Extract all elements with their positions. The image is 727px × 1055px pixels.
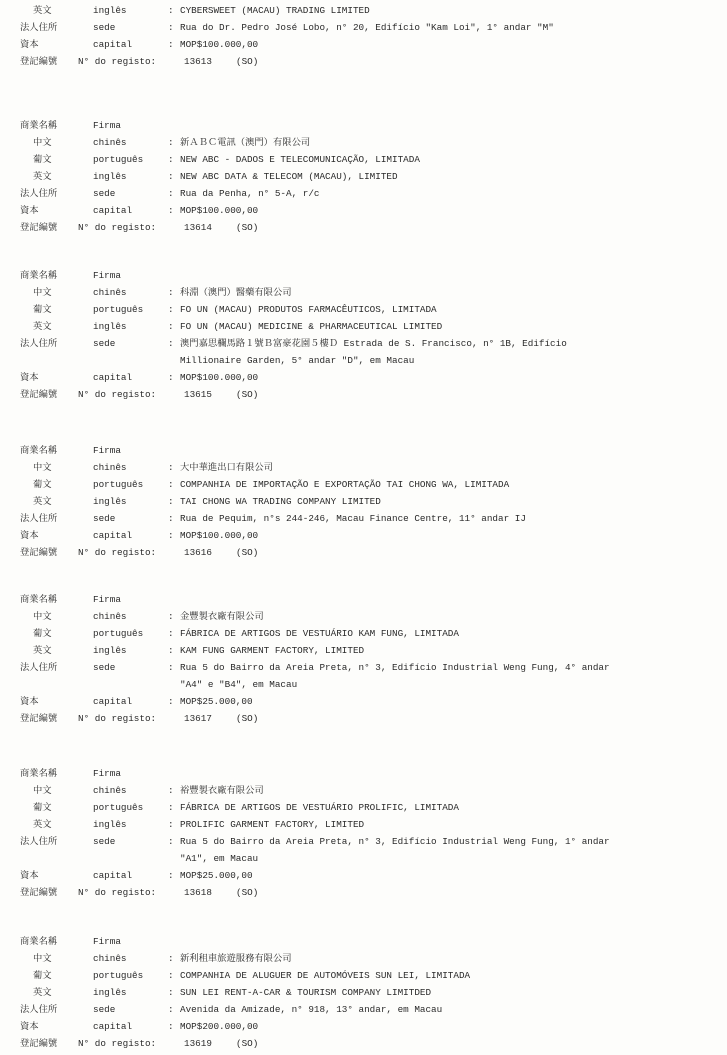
chines-colon: : xyxy=(168,785,174,796)
registo-number: 13613 xyxy=(184,56,212,67)
firma-header-row xyxy=(0,934,727,950)
portugues-colon: : xyxy=(168,479,174,490)
firma-header-row xyxy=(0,766,727,782)
sede-colon: : xyxy=(168,22,174,33)
sede-colon: : xyxy=(168,1004,174,1015)
sede-label-pt: sede xyxy=(93,22,116,33)
sede-colon: : xyxy=(168,338,174,349)
registo-label-pt: N° do registo: xyxy=(78,222,157,233)
capital-row xyxy=(0,37,727,53)
sede-continuation-row xyxy=(0,353,727,369)
registo-number: 13619 xyxy=(184,1038,212,1049)
firma-label-pt: Firma xyxy=(93,594,121,605)
capital-row xyxy=(0,868,727,884)
sede-row xyxy=(0,834,727,850)
firma-header-row xyxy=(0,592,727,608)
firma-label-zh: 商業名稱 xyxy=(20,768,58,779)
portugues-label-zh: 葡文 xyxy=(33,970,52,981)
sede-value: Rua 5 do Bairro da Areia Preta, n° 3, Edifício Industrial Weng Fung, 4° andar xyxy=(180,662,610,673)
ingles-colon: : xyxy=(168,496,174,507)
chines-row xyxy=(0,951,727,967)
chines-colon: : xyxy=(168,953,174,964)
portugues-value: FÁBRICA DE ARTIGOS DE VESTUÁRIO KAM FUNG, LIMITADA xyxy=(180,628,459,639)
capital-value: MOP$100.000,00 xyxy=(180,205,259,216)
registo-type: (SO) xyxy=(236,547,259,558)
firma-label-pt: Firma xyxy=(93,445,121,456)
chines-row xyxy=(0,460,727,476)
ingles-label-zh: 英文 xyxy=(33,5,52,16)
capital-row xyxy=(0,370,727,386)
sede-row xyxy=(0,1002,727,1018)
sede-label-zh: 法人住所 xyxy=(20,188,58,199)
sede-continuation-row xyxy=(0,851,727,867)
capital-label-zh: 資本 xyxy=(20,372,39,383)
ingles-value: SUN LEI RENT-A-CAR & TOURISM COMPANY LIMITDED xyxy=(180,987,432,998)
capital-value: MOP$100.000,00 xyxy=(180,372,259,383)
sede-row xyxy=(0,186,727,202)
sede-value: Rua do Dr. Pedro José Lobo, n° 20, Edifício "Kam Loi", 1° andar "M" xyxy=(180,22,554,33)
capital-colon: : xyxy=(168,39,174,50)
registo-row xyxy=(0,885,727,901)
capital-label-zh: 資本 xyxy=(20,205,39,216)
portugues-row xyxy=(0,800,727,816)
sede-row xyxy=(0,20,727,36)
ingles-label-zh: 英文 xyxy=(33,987,52,998)
registo-number: 13617 xyxy=(184,713,212,724)
chines-row xyxy=(0,135,727,151)
sede-colon: : xyxy=(168,188,174,199)
registo-number: 13615 xyxy=(184,389,212,400)
capital-value: MOP$100.000,00 xyxy=(180,39,259,50)
registo-row xyxy=(0,1036,727,1052)
chines-label-pt: chinês xyxy=(93,953,127,964)
ingles-label-zh: 英文 xyxy=(33,645,52,656)
sede-colon: : xyxy=(168,513,174,524)
chines-label-zh: 中文 xyxy=(33,785,52,796)
ingles-value: CYBERSWEET (MACAU) TRADING LIMITED xyxy=(180,5,370,16)
sede-label-pt: sede xyxy=(93,836,116,847)
ingles-label-pt: inglês xyxy=(93,496,127,507)
sede-row xyxy=(0,511,727,527)
ingles-value: TAI CHONG WA TRADING COMPANY LIMITED xyxy=(180,496,381,507)
portugues-label-pt: português xyxy=(93,479,144,490)
registo-row xyxy=(0,711,727,727)
firma-label-pt: Firma xyxy=(93,768,121,779)
registo-label-pt: N° do registo: xyxy=(78,1038,157,1049)
portugues-label-zh: 葡文 xyxy=(33,479,52,490)
registo-label-zh: 登記編號 xyxy=(20,222,58,233)
ingles-label-pt: inglês xyxy=(93,645,127,656)
ingles-colon: : xyxy=(168,5,174,16)
registo-number: 13616 xyxy=(184,547,212,558)
sede-label-zh: 法人住所 xyxy=(20,1004,58,1015)
ingles-row xyxy=(0,817,727,833)
firma-label-zh: 商業名稱 xyxy=(20,270,58,281)
capital-value: MOP$200.000,00 xyxy=(180,1021,259,1032)
ingles-label-pt: inglês xyxy=(93,819,127,830)
capital-label-pt: capital xyxy=(93,205,133,216)
chines-colon: : xyxy=(168,462,174,473)
capital-label-pt: capital xyxy=(93,372,133,383)
portugues-label-pt: português xyxy=(93,802,144,813)
chines-value: 新ＡＢＣ電訊（澳門）有限公司 xyxy=(180,137,311,148)
capital-colon: : xyxy=(168,530,174,541)
ingles-colon: : xyxy=(168,645,174,656)
capital-colon: : xyxy=(168,1021,174,1032)
ingles-label-pt: inglês xyxy=(93,321,127,332)
ingles-colon: : xyxy=(168,819,174,830)
sede-label-pt: sede xyxy=(93,338,116,349)
sede-label-pt: sede xyxy=(93,662,116,673)
chines-label-zh: 中文 xyxy=(33,287,52,298)
firma-label-pt: Firma xyxy=(93,120,121,131)
portugues-label-zh: 葡文 xyxy=(33,628,52,639)
capital-label-zh: 資本 xyxy=(20,530,39,541)
firma-label-zh: 商業名稱 xyxy=(20,445,58,456)
registo-row xyxy=(0,545,727,561)
capital-value: MOP$100.000,00 xyxy=(180,530,259,541)
chines-label-pt: chinês xyxy=(93,785,127,796)
ingles-row xyxy=(0,319,727,335)
registo-type: (SO) xyxy=(236,887,259,898)
chines-colon: : xyxy=(168,287,174,298)
capital-row xyxy=(0,694,727,710)
portugues-colon: : xyxy=(168,802,174,813)
capital-label-zh: 資本 xyxy=(20,696,39,707)
sede-row xyxy=(0,336,727,352)
portugues-row xyxy=(0,302,727,318)
sede-row xyxy=(0,660,727,676)
registo-row xyxy=(0,387,727,403)
ingles-label-zh: 英文 xyxy=(33,321,52,332)
firma-label-zh: 商業名稱 xyxy=(20,936,58,947)
sede-colon: : xyxy=(168,662,174,673)
capital-row xyxy=(0,528,727,544)
registo-label-pt: N° do registo: xyxy=(78,389,157,400)
chines-label-pt: chinês xyxy=(93,611,127,622)
registo-type: (SO) xyxy=(236,389,259,400)
capital-label-pt: capital xyxy=(93,530,133,541)
portugues-label-zh: 葡文 xyxy=(33,304,52,315)
registo-label-zh: 登記編號 xyxy=(20,547,58,558)
chines-value: 新利租車旅遊服務有限公司 xyxy=(180,953,292,964)
chines-colon: : xyxy=(168,137,174,148)
ingles-row xyxy=(0,494,727,510)
chines-row xyxy=(0,783,727,799)
registo-type: (SO) xyxy=(236,1038,259,1049)
sede-continuation-row xyxy=(0,677,727,693)
ingles-row xyxy=(0,985,727,1001)
ingles-value: PROLIFIC GARMENT FACTORY, LIMITED xyxy=(180,819,365,830)
capital-colon: : xyxy=(168,372,174,383)
capital-label-zh: 資本 xyxy=(20,39,39,50)
registo-label-zh: 登記編號 xyxy=(20,1038,58,1049)
sede-label-zh: 法人住所 xyxy=(20,836,58,847)
firma-label-zh: 商業名稱 xyxy=(20,120,58,131)
portugues-label-pt: português xyxy=(93,304,144,315)
sede-value: Rua da Penha, n° 5-A, r/c xyxy=(180,188,320,199)
portugues-value: COMPANHIA DE ALUGUER DE AUTOMÓVEIS SUN LEI, LIMITADA xyxy=(180,970,471,981)
capital-label-zh: 資本 xyxy=(20,1021,39,1032)
sede-label-zh: 法人住所 xyxy=(20,22,58,33)
chines-colon: : xyxy=(168,611,174,622)
chines-label-pt: chinês xyxy=(93,137,127,148)
chines-label-pt: chinês xyxy=(93,462,127,473)
firma-header-row xyxy=(0,118,727,134)
chines-label-zh: 中文 xyxy=(33,953,52,964)
ingles-label-pt: inglês xyxy=(93,171,127,182)
portugues-colon: : xyxy=(168,154,174,165)
ingles-label-zh: 英文 xyxy=(33,819,52,830)
capital-label-zh: 資本 xyxy=(20,870,39,881)
ingles-colon: : xyxy=(168,987,174,998)
portugues-colon: : xyxy=(168,304,174,315)
capital-colon: : xyxy=(168,696,174,707)
sede-value-continued: Millionaire Garden, 5° andar "D", em Macau xyxy=(180,355,415,366)
ingles-label-zh: 英文 xyxy=(33,496,52,507)
firma-label-pt: Firma xyxy=(93,270,121,281)
registo-label-zh: 登記編號 xyxy=(20,56,58,67)
registo-type: (SO) xyxy=(236,713,259,724)
sede-value-continued: "A4" e "B4", em Macau xyxy=(180,679,298,690)
chines-label-zh: 中文 xyxy=(33,462,52,473)
registo-label-zh: 登記編號 xyxy=(20,887,58,898)
ingles-label-zh: 英文 xyxy=(33,171,52,182)
sede-label-pt: sede xyxy=(93,513,116,524)
sede-colon: : xyxy=(168,836,174,847)
registo-label-pt: N° do registo: xyxy=(78,547,157,558)
portugues-value: COMPANHIA DE IMPORTAÇÃO E EXPORTAÇÃO TAI CHONG WA, LIMITADA xyxy=(180,479,510,490)
capital-colon: : xyxy=(168,870,174,881)
registo-label-pt: N° do registo: xyxy=(78,887,157,898)
registo-row xyxy=(0,54,727,70)
firma-header-row xyxy=(0,268,727,284)
capital-value: MOP$25.000,00 xyxy=(180,870,253,881)
ingles-label-pt: inglês xyxy=(93,987,127,998)
portugues-row xyxy=(0,968,727,984)
portugues-colon: : xyxy=(168,628,174,639)
chines-row xyxy=(0,285,727,301)
portugues-label-pt: português xyxy=(93,628,144,639)
portugues-label-pt: português xyxy=(93,970,144,981)
chines-value: 大中華進出口有限公司 xyxy=(180,462,273,473)
capital-label-pt: capital xyxy=(93,1021,133,1032)
registo-number: 13618 xyxy=(184,887,212,898)
chines-label-pt: chinês xyxy=(93,287,127,298)
sede-label-zh: 法人住所 xyxy=(20,662,58,673)
sede-label-zh: 法人住所 xyxy=(20,338,58,349)
registo-row xyxy=(0,220,727,236)
portugues-label-zh: 葡文 xyxy=(33,802,52,813)
ingles-row xyxy=(0,169,727,185)
registo-label-zh: 登記編號 xyxy=(20,389,58,400)
registo-label-zh: 登記編號 xyxy=(20,713,58,724)
registo-type: (SO) xyxy=(236,56,259,67)
portugues-row xyxy=(0,626,727,642)
sede-value-continued: "A1", em Macau xyxy=(180,853,259,864)
firma-header-row xyxy=(0,443,727,459)
ingles-row xyxy=(0,643,727,659)
firma-label-zh: 商業名稱 xyxy=(20,594,58,605)
portugues-value: FÁBRICA DE ARTIGOS DE VESTUÁRIO PROLIFIC, LIMITADA xyxy=(180,802,459,813)
chines-row xyxy=(0,609,727,625)
chines-value: 金豐製衣廠有限公司 xyxy=(180,611,264,622)
ingles-label-pt: inglês xyxy=(93,5,127,16)
registo-number: 13614 xyxy=(184,222,212,233)
portugues-row xyxy=(0,152,727,168)
portugues-label-zh: 葡文 xyxy=(33,154,52,165)
sede-label-pt: sede xyxy=(93,1004,116,1015)
firma-label-pt: Firma xyxy=(93,936,121,947)
chines-value: 裕豐製衣廠有限公司 xyxy=(180,785,264,796)
ingles-value: KAM FUNG GARMENT FACTORY, LIMITED xyxy=(180,645,365,656)
portugues-value: NEW ABC - DADOS E TELECOMUNICAÇÃO, LIMITADA xyxy=(180,154,420,165)
capital-label-pt: capital xyxy=(93,870,133,881)
sede-label-pt: sede xyxy=(93,188,116,199)
sede-label-zh: 法人住所 xyxy=(20,513,58,524)
chines-label-zh: 中文 xyxy=(33,137,52,148)
portugues-label-pt: português xyxy=(93,154,144,165)
ingles-row xyxy=(0,3,727,19)
registo-label-pt: N° do registo: xyxy=(78,56,157,67)
sede-value: Rua 5 do Bairro da Areia Preta, n° 3, Edifício Industrial Weng Fung, 1° andar xyxy=(180,836,610,847)
portugues-row xyxy=(0,477,727,493)
capital-label-pt: capital xyxy=(93,39,133,50)
capital-row xyxy=(0,1019,727,1035)
portugues-value: FO UN (MACAU) PRODUTOS FARMACÊUTICOS, LIMITADA xyxy=(180,304,437,315)
sede-value: Rua de Pequim, n°s 244-246, Macau Finance Centre, 11° andar IJ xyxy=(180,513,526,524)
chines-label-zh: 中文 xyxy=(33,611,52,622)
registo-type: (SO) xyxy=(236,222,259,233)
ingles-value: NEW ABC DATA & TELECOM (MACAU), LIMITED xyxy=(180,171,398,182)
capital-colon: : xyxy=(168,205,174,216)
ingles-value: FO UN (MACAU) MEDICINE & PHARMACEUTICAL LIMITED xyxy=(180,321,443,332)
sede-value: 澳門嘉思欄馬路１號Ｂ富豪花園５樓Ｄ Estrada de S. Francisco, n° 1B, Edifício xyxy=(180,338,567,349)
portugues-colon: : xyxy=(168,970,174,981)
sede-value: Avenida da Amizade, n° 918, 13° andar, em Macau xyxy=(180,1004,443,1015)
capital-row xyxy=(0,203,727,219)
chines-value: 科淵（澳門）醫藥有限公司 xyxy=(180,287,292,298)
ingles-colon: : xyxy=(168,171,174,182)
registo-label-pt: N° do registo: xyxy=(78,713,157,724)
capital-value: MOP$25.000,00 xyxy=(180,696,253,707)
ingles-colon: : xyxy=(168,321,174,332)
capital-label-pt: capital xyxy=(93,696,133,707)
